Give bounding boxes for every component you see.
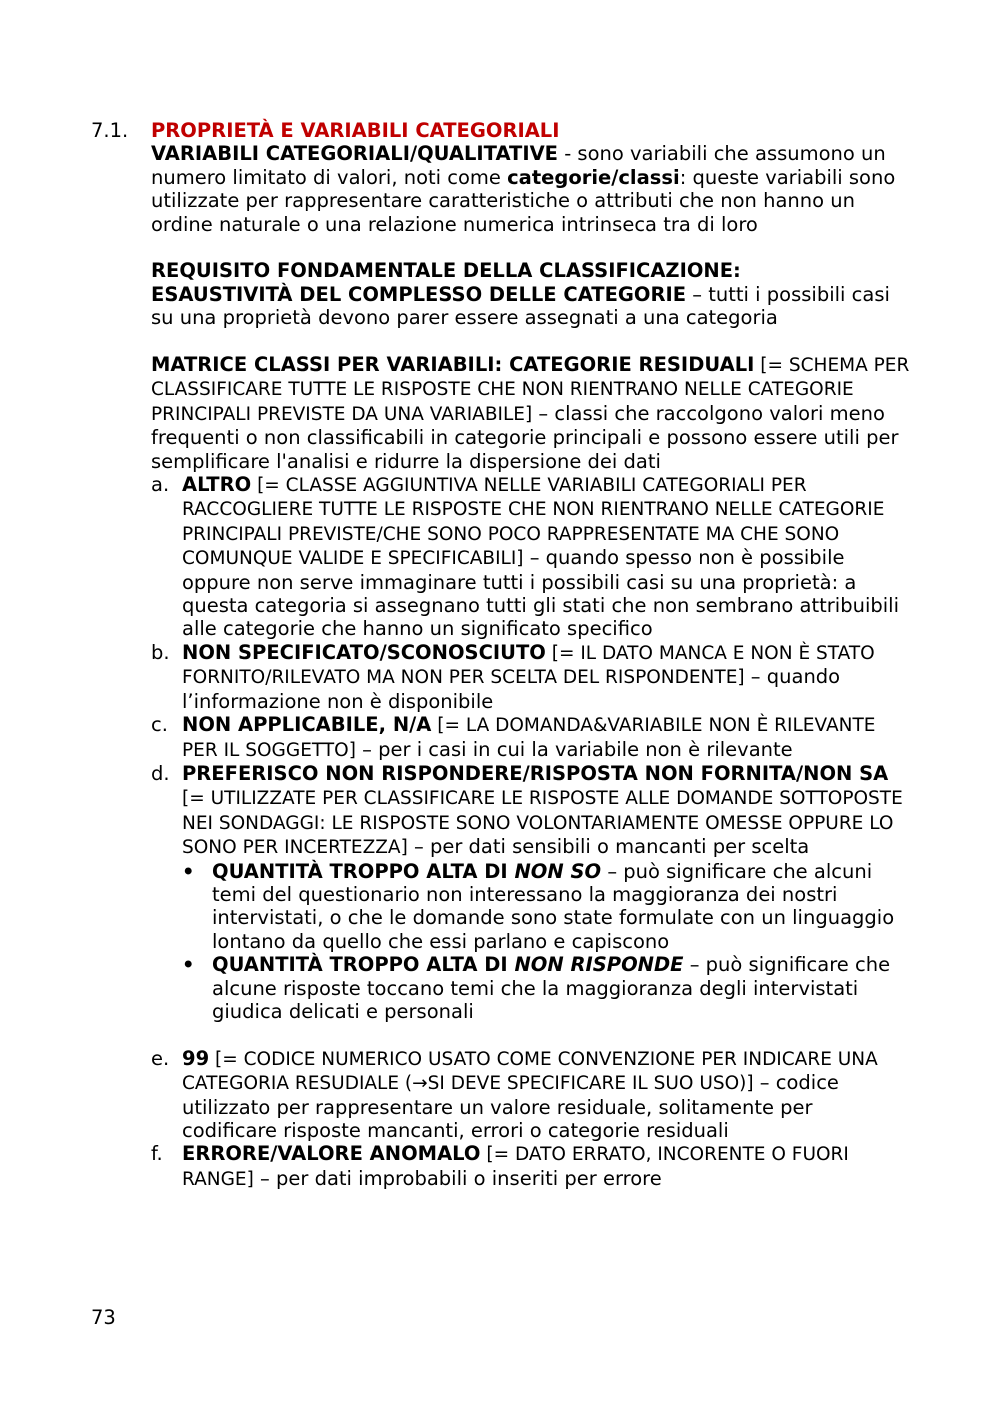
item-term: ALTRO bbox=[182, 473, 252, 497]
item-text: – per dati sensibili o mancanti per scelta bbox=[407, 835, 810, 859]
requisito-text: – tutti i possibili casi su una proprietà devono parer essere assegnati a una categoria bbox=[151, 282, 890, 330]
list-marker: c. bbox=[151, 713, 168, 737]
bullet-term: QUANTITÀ TROPPO ALTA DI bbox=[212, 859, 515, 883]
item-note: [= CODICE NUMERICO USATO COME CONVENZIONE PER INDICARE UNA CATEGORIA RESUDIALE (→SI DEVE SPECIFICARE IL SUO USO)] bbox=[182, 1048, 878, 1095]
item-text: – codice utilizzato per rappresentare un valore residuale, solitamente per codificare risposte mancanti, errori o categorie residuali bbox=[182, 1071, 839, 1142]
bullet-term-italic: NON RISPONDE bbox=[514, 953, 684, 977]
bullet-marker: • bbox=[182, 859, 195, 883]
intro-text-2: : queste variabili sono utilizzate per rappresentare caratteristiche o attributi che non hanno un ordine naturale o una relazione numerica intrinseca tra di loro bbox=[151, 165, 896, 236]
residual-categories-list bbox=[151, 473, 911, 1191]
bullet-marker: • bbox=[182, 953, 195, 977]
list-item-b bbox=[151, 641, 911, 713]
bullet-list bbox=[182, 860, 911, 1024]
item-text: – quando spesso non è possibile oppure non serve immaginare tutti i possibili casi su una proprietà: a questa categoria si assegnano tutti gli stati che non sembrano attribuibili alle categorie che hanno un significato specifico bbox=[182, 546, 900, 641]
bullet-text: – può significare che alcune risposte toccano temi che la maggioranza degli intervistati giudica delicati e personali bbox=[212, 953, 891, 1023]
matrice-term: MATRICE CLASSI PER VARIABILI: CATEGORIE RESIDUALI bbox=[151, 353, 755, 377]
item-text: – per dati improbabili o inseriti per errore bbox=[253, 1166, 662, 1190]
item-note: [= DATO ERRATO, INCORENTE O FUORI RANGE] bbox=[182, 1144, 849, 1190]
item-term: NON SPECIFICATO/SCONOSCIUTO bbox=[182, 640, 546, 664]
requisito-paragraph bbox=[151, 259, 911, 329]
item-note: [= UTILIZZATE PER CLASSIFICARE LE RISPOSTE ALLE DOMANDE SOTTOPOSTE NEI SONDAGGI: LE RISPOSTE SONO VOLONTARIAMENTE OMESSE OPPURE LO SONO PER INCERTEZZA] bbox=[182, 788, 903, 859]
list-item-d bbox=[151, 762, 911, 1047]
intro-term-2: categorie/classi bbox=[507, 165, 680, 189]
matrice-note: [= SCHEMA PER CLASSIFICARE TUTTE LE RISPOSTE CHE NON RIENTRANO NELLE CATEGORIE PRINCIPALI PREVISTE DA UNA VARIABILE] bbox=[151, 355, 910, 425]
intro-term: VARIABILI CATEGORIALI/QUALITATIVE bbox=[151, 142, 558, 166]
matrice-text: – classi che raccolgono valori meno frequenti o non classificabili in categorie principali e possono essere utili per semplificare l'analisi e ridurre la dispersione dei dati bbox=[151, 401, 899, 473]
list-marker: f. bbox=[151, 1142, 163, 1166]
requisito-heading: REQUISITO FONDAMENTALE DELLA CLASSIFICAZIONE: bbox=[151, 259, 741, 283]
list-marker: b. bbox=[151, 640, 170, 664]
intro-paragraph bbox=[151, 142, 911, 236]
list-marker: e. bbox=[151, 1046, 170, 1070]
item-note: [= LA DOMANDA&VARIABILE NON È RILEVANTE PER IL SOGGETTO] bbox=[182, 715, 876, 761]
list-marker: d. bbox=[151, 761, 170, 785]
section-number: 7.1. bbox=[91, 119, 129, 142]
bullet-text: – può significare che alcuni temi del questionario non interessano la maggioranza dei nostri intervistati, o che le domande sono state formulate con un linguaggio lontano da quello che essi parlano e capiscono bbox=[212, 859, 895, 953]
spacer bbox=[182, 1023, 911, 1046]
list-marker: a. bbox=[151, 473, 170, 497]
spacer bbox=[151, 330, 911, 353]
item-term: ERRORE/VALORE ANOMALO bbox=[182, 1142, 481, 1166]
list-item-e bbox=[151, 1047, 911, 1143]
section-title: PROPRIETÀ E VARIABILI CATEGORIALI bbox=[151, 119, 560, 142]
bullet-item-non-risponde bbox=[182, 953, 911, 1023]
page-number: 73 bbox=[91, 1306, 116, 1329]
matrice-paragraph bbox=[151, 353, 911, 473]
bullet-term: QUANTITÀ TROPPO ALTA DI bbox=[212, 953, 515, 977]
spacer bbox=[151, 236, 911, 259]
item-term: 99 bbox=[182, 1046, 210, 1070]
list-item-f bbox=[151, 1142, 911, 1191]
item-text: – per i casi in cui la variabile non è rilevante bbox=[355, 737, 793, 761]
bullet-term-italic: NON SO bbox=[514, 859, 602, 883]
intro-text-1: - sono variabili che assumono un numero limitato di valori, noti come bbox=[151, 142, 886, 189]
bullet-item-non-so bbox=[182, 860, 911, 954]
item-text: – quando l’informazione non è disponibile bbox=[182, 665, 841, 713]
item-term: PREFERISCO NON RISPONDERE/RISPOSTA NON FORNITA/NON SA bbox=[182, 761, 889, 785]
item-note: [= IL DATO MANCA E NON È STATO FORNITO/RILEVATO MA NON PER SCELTA DEL RISPONDENTE] bbox=[182, 642, 875, 689]
list-item-a bbox=[151, 473, 911, 641]
item-note: [= CLASSE AGGIUNTIVA NELLE VARIABILI CATEGORIALI PER RACCOGLIERE TUTTE LE RISPOSTE CHE NON RIENTRANO NELLE CATEGORIE PRINCIPALI PREVISTE/CHE SONO POCO RAPPRESENTATE MA CHE SONO COMUNQUE VALIDE E SPECIFICABILI] bbox=[182, 475, 885, 570]
item-term: NON APPLICABILE, N/A bbox=[182, 713, 432, 737]
section-content bbox=[151, 142, 911, 1191]
requisito-term: ESAUSTIVITÀ DEL COMPLESSO DELLE CATEGORIE bbox=[151, 282, 687, 306]
list-item-c bbox=[151, 713, 911, 762]
